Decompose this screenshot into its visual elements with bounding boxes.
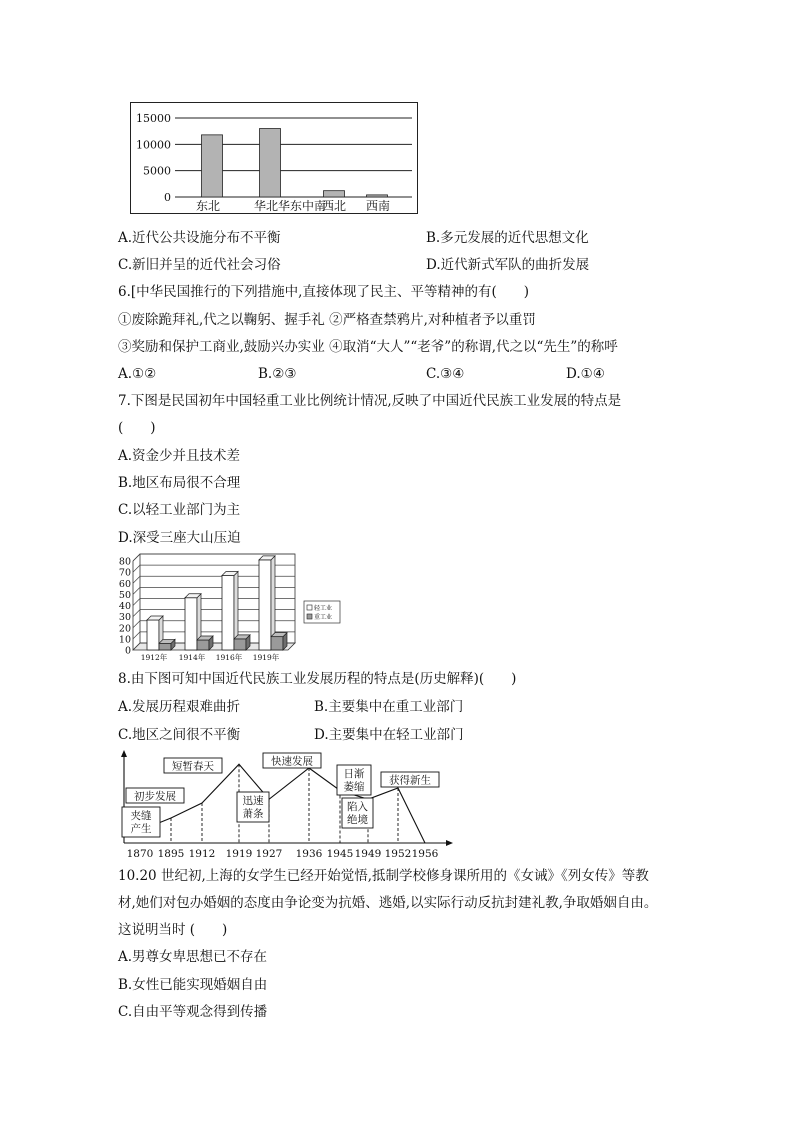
q6-item-line-2: ③奖励和保护工商业,鼓励兴办实业 ④取消“大人”“老爷”的称谓,代之以“先生”的称呼 xyxy=(118,339,618,355)
bar-重工业-1919年 xyxy=(271,633,287,650)
q8-option-c[interactable]: C.地区之间很不平衡 xyxy=(118,727,241,743)
q6-item-line-1: ①废除跪拜礼,代之以鞠躬、握手礼 ②严格查禁鸦片,对种植者予以重罚 xyxy=(118,312,536,328)
q6-option-b[interactable]: B.②③ xyxy=(258,366,297,382)
bar-重工业-1912年 xyxy=(159,639,175,650)
svg-text:绝境: 绝境 xyxy=(347,814,368,826)
svg-text:产生: 产生 xyxy=(130,823,152,835)
bar-西南 xyxy=(367,195,388,197)
y-tick-label: 50 xyxy=(118,589,131,601)
svg-text:日渐: 日渐 xyxy=(343,768,365,780)
x-tick-label: 1919 xyxy=(225,848,253,860)
y-tick-label: 40 xyxy=(118,601,131,612)
x-category-label: 1912年 xyxy=(140,653,168,662)
q10-stem-line-1: 10.20 世纪初,上海的女学生已经开始觉悟,抵制学校修身课所用的《女诫》《列女传》等教 xyxy=(118,868,649,884)
q7-option-a[interactable]: A.资金少并且技术差 xyxy=(118,448,241,464)
q7-stem: 7.下图是民国初年中国轻重工业比例统计情况,反映了中国近代民族工业发展的特点是 xyxy=(118,393,622,409)
annotation-获得新生 xyxy=(381,772,439,787)
q7-option-b[interactable]: B.地区布局很不合理 xyxy=(118,475,241,491)
y-tick-label: 10000 xyxy=(136,138,171,152)
q8-option-a[interactable]: A.发展历程艰难曲折 xyxy=(118,699,241,715)
svg-text:陷入: 陷入 xyxy=(347,801,368,813)
q8-option-b[interactable]: B.主要集中在重工业部门 xyxy=(314,699,464,715)
y-tick-label: 30 xyxy=(118,612,131,624)
y-tick-label: 80 xyxy=(118,556,131,568)
q10-option-b[interactable]: B.女性已能实现婚姻自由 xyxy=(118,977,268,993)
svg-text:初步发展: 初步发展 xyxy=(134,790,176,803)
annotation-陷入绝境 xyxy=(342,798,373,828)
annotation-短暂春天 xyxy=(164,758,222,773)
y-tick-label: 15000 xyxy=(136,112,171,125)
x-category-label: 西南 xyxy=(365,199,391,213)
q7-option-d[interactable]: D.深受三座大山压迫 xyxy=(118,530,241,546)
q5-option-b[interactable]: B.多元发展的近代思想文化 xyxy=(426,230,589,246)
q8-stem: 8.由下图可知中国近代民族工业发展历程的特点是(历史解释)( ) xyxy=(118,671,517,687)
annotation-快速发展 xyxy=(263,753,321,768)
x-category-label: 华北华东中南 xyxy=(253,199,327,213)
q8-option-d[interactable]: D.主要集中在轻工业部门 xyxy=(314,727,464,743)
x-category-label: 1916年 xyxy=(215,653,243,662)
y-tick-label: 10 xyxy=(118,634,131,646)
x-tick-label: 1945 xyxy=(326,848,354,860)
annotation-夹缝产生 xyxy=(122,807,160,837)
svg-text:快速发展: 快速发展 xyxy=(271,755,313,768)
svg-text:迅速: 迅速 xyxy=(242,795,264,807)
x-tick-label: 1949 xyxy=(354,848,382,860)
bar-西北 xyxy=(324,191,345,197)
industry-ratio-3d-bar-chart xyxy=(116,552,346,664)
q10-option-a[interactable]: A.男尊女卑思想已不存在 xyxy=(118,949,268,965)
legend-label: 重工业 xyxy=(314,614,333,621)
svg-text:萧条: 萧条 xyxy=(242,808,264,820)
y-tick-label: 5000 xyxy=(143,164,171,178)
x-tick-label: 1952 xyxy=(384,848,412,860)
bar-华东 xyxy=(260,129,281,197)
q6-stem: 6.[中华民国推行的下列措施中,直接体现了民主、平等精神的有( ) xyxy=(118,284,529,300)
q10-stem-line-3: 这说明当时 ( ) xyxy=(118,922,228,938)
svg-text:获得新生: 获得新生 xyxy=(389,774,431,787)
legend-swatch xyxy=(307,605,312,610)
x-tick-label: 1956 xyxy=(411,848,439,860)
svg-text:萎缩: 萎缩 xyxy=(343,781,365,793)
q7-option-c[interactable]: C.以轻工业部门为主 xyxy=(118,502,241,518)
q6-option-c[interactable]: C.③④ xyxy=(426,366,465,382)
x-axis-arrow xyxy=(446,840,453,846)
y-tick-label: 70 xyxy=(118,567,131,579)
q10-stem-line-2: 材,她们对包办婚姻的态度由争论变为抗婚、逃婚,以实际行动反抗封建礼教,争取婚姻自由。 xyxy=(118,895,658,911)
x-tick-label: 1895 xyxy=(157,848,185,860)
svg-text:短暂春天: 短暂春天 xyxy=(172,760,214,773)
annotation-日渐萎缩 xyxy=(337,765,371,795)
q7-answer-paren: ( ) xyxy=(118,420,156,436)
bar-重工业-1916年 xyxy=(234,635,250,650)
x-tick-label: 1870 xyxy=(126,848,154,860)
bar-重工业-1914年 xyxy=(197,636,213,650)
y-tick-label: 20 xyxy=(118,623,131,635)
svg-text:夹缝: 夹缝 xyxy=(130,810,152,822)
x-tick-label: 1927 xyxy=(255,848,283,860)
q6-option-a[interactable]: A.①② xyxy=(118,366,157,382)
bar-东北 xyxy=(202,135,223,197)
q5-option-d[interactable]: D.近代新式军队的曲折发展 xyxy=(426,257,590,273)
legend-swatch xyxy=(307,614,312,619)
x-category-label: 1914年 xyxy=(178,653,206,662)
x-category-label: 东北 xyxy=(195,199,221,213)
q6-option-d[interactable]: D.①④ xyxy=(566,366,605,382)
annotation-初步发展 xyxy=(126,788,184,803)
y-axis-arrow xyxy=(121,750,127,757)
q10-option-c[interactable]: C.自由平等观念得到传播 xyxy=(118,1004,268,1020)
q5-option-a[interactable]: A.近代公共设施分布不平衡 xyxy=(118,230,281,246)
q5-option-c[interactable]: C.新旧并呈的近代社会习俗 xyxy=(118,257,281,273)
x-tick-label: 1912 xyxy=(188,848,216,860)
regional-bar-chart xyxy=(130,102,420,216)
y-tick-label: 60 xyxy=(118,578,131,590)
y-tick-label: 0 xyxy=(124,645,131,657)
industry-history-line-chart xyxy=(114,750,454,862)
annotation-迅速萧条 xyxy=(237,792,269,822)
x-category-label: 西北 xyxy=(321,199,347,213)
legend-label: 轻工业 xyxy=(314,605,333,612)
x-tick-label: 1936 xyxy=(295,848,323,860)
x-category-label: 1919年 xyxy=(252,653,280,662)
y-tick-label: 0 xyxy=(164,191,171,204)
